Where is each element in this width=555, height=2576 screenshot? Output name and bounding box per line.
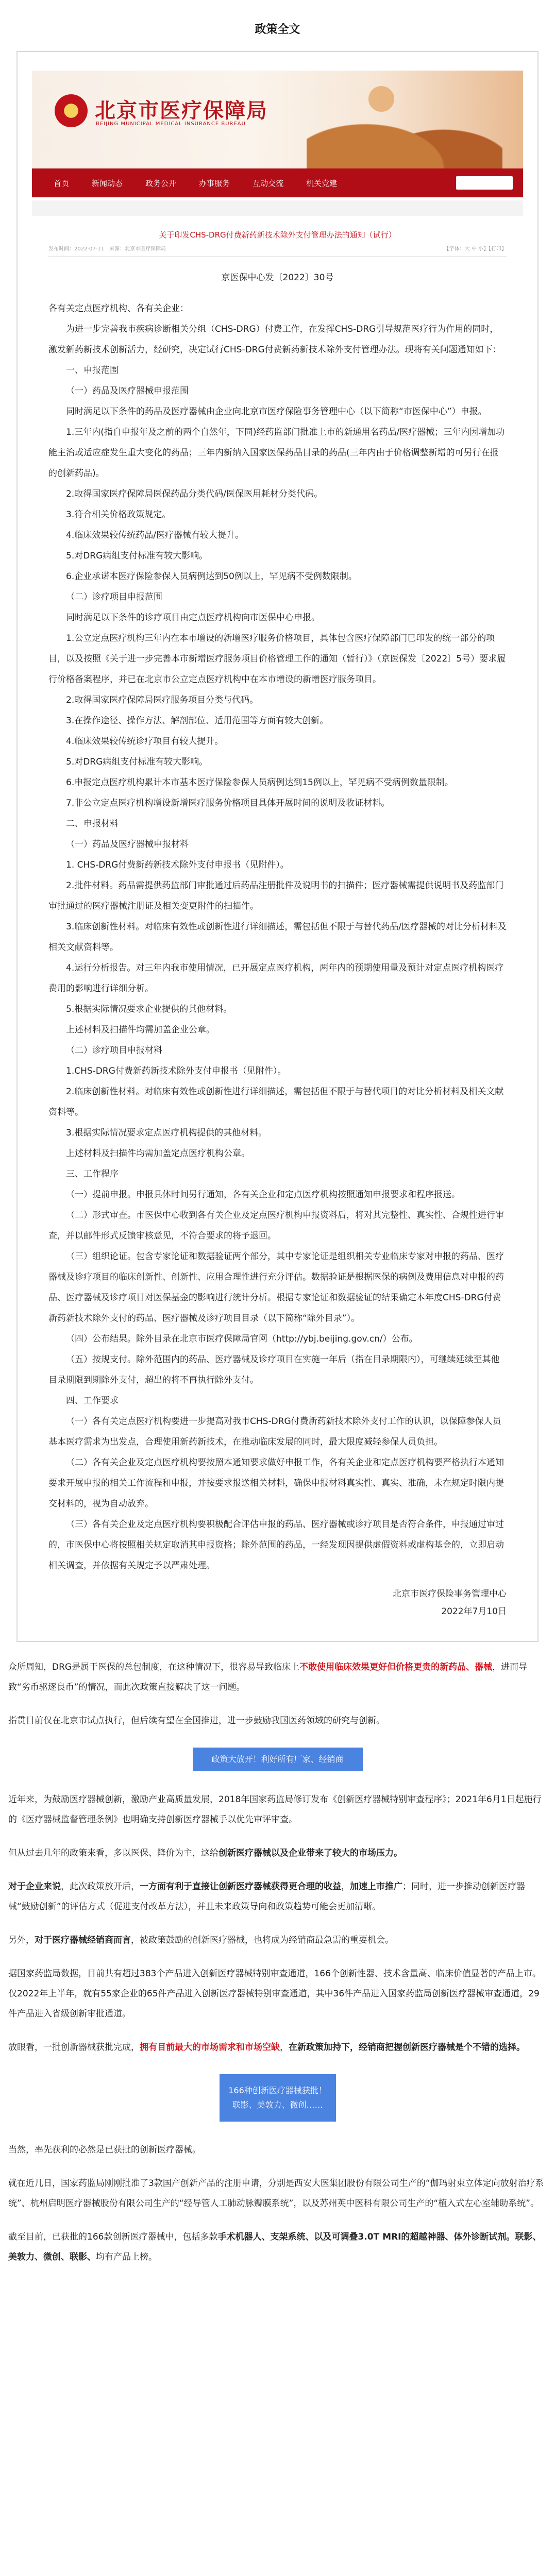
text-segment: 不敢使用临床效果更好但价格更贵的新药品、器械 xyxy=(299,1662,493,1672)
text-segment: 但从过去几年的政策来看，多以医保、降价为主，这给 xyxy=(8,1848,218,1858)
search-input[interactable] xyxy=(456,176,513,190)
article-middle xyxy=(0,1790,555,2058)
document-paragraph: 5.根据实际情况要求企业提供的其他材料。 xyxy=(66,1004,232,1014)
document-paragraph: 二、申报材料 xyxy=(66,819,119,829)
document-paragraph: 各有关定点医疗机构、各有关企业： xyxy=(48,303,189,314)
text-segment: 据国家药监局数据，目前共有超过383个产品进入创新医疗器械特别审查通道，166个创新性器、技术含量高、临床价值显著的产品上市。仅2022年上半年，就有55家企业的65件产品进入创新医疗器械特别审查通道，其中36件产品进入国家药监局创新医疗器械审查通道，29件产品进入省级创新审批通道。 xyxy=(8,1969,541,2019)
document-paragraph: 1.CHS-DRG付费新药新技术除外支付申报书（见附件）。 xyxy=(66,1066,287,1076)
great-wall-decoration xyxy=(307,91,502,168)
document-paragraph: 2.取得国家医疗保障局医疗服务项目分类与代码。 xyxy=(66,695,259,705)
article-conclusion xyxy=(0,2140,555,2267)
document-paragraph: （一）药品及医疗器械申报范围 xyxy=(66,386,189,396)
text-segment: ，被政策鼓励的创新医疗器械，也将成为经销商最急需的重要机会。 xyxy=(131,1935,394,1945)
text-segment: 手术机器人、支架系统、以及可调叠3.0T MRI的超越神器、体外诊断试剂。联影、美敦力、微创、联影、 xyxy=(8,2232,542,2262)
text-segment: 对于医疗器械经销商而言 xyxy=(35,1935,131,1945)
document-paragraph: 1.三年内(指自申报年及之前的两个自然年，下同)经药监部门批准上市的新通用名药品/医疗器械；三年内因增加功能主治或适应症发生重大变化的药品；三年内新纳入国家医保药品目录的药品(三年内由于价格调整新增的可另行在报的创新药品)。 xyxy=(48,427,505,479)
article-paragraph xyxy=(8,1790,547,1830)
breadcrumb-bar xyxy=(32,200,523,216)
document-paragraph: 一、申报范围 xyxy=(66,365,119,376)
text-segment: ， xyxy=(341,1882,350,1892)
document-paragraph: 1.公立定点医疗机构三年内在本市增设的新增医疗服务价格项目，具体包含医疗保障部门已印发的统一部分的项目，以及按照《关于进一步完善本市新增医疗服务项目价格管理工作的通知（暂行）》（京医保发〔2022〕5号）要求履行价格备案程序，并已在北京市公立定点医疗机构中在本市增设的新增医疗服务项目。 xyxy=(48,633,506,685)
notice-meta xyxy=(48,244,507,257)
text-segment: ，进而导致“劣币驱逐良币”的情况，而此次政策直接解决了这一问题。 xyxy=(8,1662,528,1692)
text-segment: 均有产品上榜。 xyxy=(96,2252,157,2262)
document-paragraph: 同时满足以下条件的诊疗项目由定点医疗机构向市医保中心申报。 xyxy=(66,613,320,623)
text-segment: ，此次政策放开后， xyxy=(61,1882,140,1892)
article-paragraph xyxy=(8,1964,547,2024)
bureau-banner xyxy=(32,71,523,168)
document-paragraph: 2.批件材料。药品需提供药监部门审批通过后药品注册批件及说明书的扫描件；医疗器械需提供说明书及药监部门审批通过的医疗器械注册证及相关变更附件的扫描件。 xyxy=(48,880,504,911)
document-paragraph: （二）各有关企业及定点医疗机构要按照本通知要求做好申报工作，各有关企业和定点医疗机构要严格执行本通知要求开展申报的相关工作流程和申报，并按要求报送相关材料，确保申报材料真实性、真实、准确，未在规定时限内提交材料的，视为自动放弃。 xyxy=(48,1458,504,1509)
text-segment: 对于企业来说 xyxy=(8,1882,61,1892)
banner-2-line-2: 联影、美敦力、微创…… xyxy=(232,2100,323,2110)
article-paragraph xyxy=(8,1877,547,1917)
article-intro xyxy=(0,1657,555,1731)
nav-item-affairs[interactable]: 政务公开 xyxy=(145,178,177,188)
text-segment: 当然，率先获利的必然是已获批的创新医疗器械。 xyxy=(8,2145,201,2155)
signature-date: 2022年7月10日 xyxy=(441,1606,507,1617)
document-paragraph: 同时满足以下条件的药品及医疗器械由企业向北京市医疗保险事务管理中心（以下简称“市医保中心”）申报。 xyxy=(66,406,487,417)
text-segment: 在新政策加持下，经销商把握创新医疗器械是个不错的选择。 xyxy=(289,2042,525,2053)
document-paragraph: 三、工作程序 xyxy=(66,1169,119,1179)
notice-title: 关于印发CHS-DRG付费新药新技术除外支付管理办法的通知（试行） xyxy=(159,230,396,240)
document-paragraph: 6.企业承诺本医疗保险参保人员病例达到50例以上，罕见病不受例数限制。 xyxy=(66,571,357,582)
document-paragraph: （四）公布结果。除外目录在北京市医疗保障局官网（http://ybj.beijing.gov.cn/）公布。 xyxy=(66,1334,418,1344)
text-segment: 放眼看，一批创新器械获批完成， xyxy=(8,2042,140,2053)
page-title: 政策全文 xyxy=(255,23,300,36)
nav-item-party[interactable]: 机关党建 xyxy=(306,178,338,188)
document-paragraph: 5.对DRG病组支付标准有较大影响。 xyxy=(66,551,208,561)
article-paragraph xyxy=(8,2038,547,2058)
document-paragraph: 3.临床创新性材料。对临床有效性或创新性进行详细描述，需包括但不限于与替代药品/医疗器械的对比分析材料及相关文献资料等。 xyxy=(48,922,507,953)
document-paragraph: 1. CHS-DRG付费新药新技术除外支付申报书（见附件）。 xyxy=(66,860,289,870)
document-paragraph: 3.符合相关价格政策规定。 xyxy=(66,510,171,520)
document-paragraph: 4.临床效果较传统药品/医疗器械有较大提升。 xyxy=(66,530,244,540)
article-paragraph xyxy=(8,2140,547,2160)
article-paragraph xyxy=(8,1843,547,1863)
text-segment: 近年来，为鼓励医疗器械创新，激励产业高质量发展，2018年国家药监局修订发布《创新医疗器械特别审查程序》；2021年6月1日起施行的《医疗器械监督管理条例》也明确支持创新医疗器械手以优先审评审查。 xyxy=(8,1794,542,1825)
text-segment: ， xyxy=(280,2042,289,2053)
document-paragraph: 3.根据实际情况要求定点医疗机构提供的其他材料。 xyxy=(66,1128,267,1138)
document-paragraph: （三）各有关企业及定点医疗机构要积极配合评估申报的药品、医疗器械或诊疗项目是否符合条件，申报通过审过的，市医保中心将按照相关规定取消其申报资格；除外范围的药品，一经发现因提供虚假资料或虚构基金的，立即启动相关调查，并依据有关规定予以严肃处理。 xyxy=(48,1519,504,1571)
text-segment: 就在近几日，国家药监局刚刚批准了3款国产创新产品的注册申请，分别是西安大医集团股份有限公司生产的“伽玛射束立体定向放射治疗系统”、杭州启明医疗器械股份有限公司生产的“经导管人工肺动脉瓣膜系统”，以及苏州英中医科有限公司生产的“植入式左心室辅助系统”。 xyxy=(8,2178,544,2209)
bureau-nav xyxy=(32,168,523,197)
signature-org: 北京市医疗保险事务管理中心 xyxy=(393,1589,507,1599)
bureau-name: 北京市医疗保障局 xyxy=(95,98,268,123)
document-paragraph: （二）诊疗项目申报材料 xyxy=(66,1045,162,1056)
document-paragraph: 4.临床效果较传统诊疗项目有较大提升。 xyxy=(66,736,224,747)
document-paragraph: （三）组织论证。包含专家论证和数据验证两个部分，其中专家论证是组织相关专业临床专家对申报的药品、医疗器械及诊疗项目的临床创新性、创新性、应用合理性进行充分评估。数据验证是根据医保的病例及费用信息对申报的药品、医疗器械及诊疗项目对医保基金的影响进行统计分析。根据专家论证和数据验证的结果确定本年度CHS-DRG付费新药新技术除外支付的药品、医疗器械及诊疗项目目录（以下简称“除外目录”）。 xyxy=(48,1251,504,1324)
document-paragraph: （一）各有关定点医疗机构要进一步提高对我市CHS-DRG付费新药新技术除外支付工作的认识，以保障参保人员基本医疗需求为出发点，合理使用新药新技术，在推动临床发展的同时，最大限度减轻参保人员负担。 xyxy=(48,1416,501,1447)
article-paragraph xyxy=(8,1711,547,1731)
document-paragraph: （五）按规支付。除外范围内的药品、医疗器械及诊疗项目在实施一年后（指在目录期限内），可继续延续至其他目录期限到期除外支付，超出的将不再执行除外支付。 xyxy=(48,1354,500,1385)
notice-publish-info: 发布时间：2022-07-11 来源：北京市医疗保障局 xyxy=(48,246,166,252)
document-paragraph: （二）诊疗项目申报范围 xyxy=(66,592,162,602)
nav-item-home[interactable]: 首页 xyxy=(54,178,70,188)
text-segment: 拥有目前最大的市场需求和市场空缺 xyxy=(140,2042,280,2053)
text-segment: ；同时，进一步推动创新医疗器械“鼓励创新”的评估方式（促进支付改革方法），并且未来政策导向和政策趋势可能会更加清晰。 xyxy=(8,1882,525,1912)
text-segment: 截至目前，已获批的166款创新医疗器械中，包括多款 xyxy=(8,2232,218,2242)
document-paragraph: 6.申报定点医疗机构累计本市基本医疗保险参保人员病例达到15例以上，罕见病不受病例数量限制。 xyxy=(66,777,453,788)
article-paragraph xyxy=(8,2174,547,2214)
text-segment: 一方面有利于直接让创新医疗器械获得更合理的收益 xyxy=(140,1882,341,1892)
text-segment: 另外， xyxy=(8,1935,35,1945)
document-signature xyxy=(18,1576,537,1620)
nav-item-interaction[interactable]: 互动交流 xyxy=(253,178,284,188)
document-paragraph: 上述材料及扫描件均需加盖定点医疗机构公章。 xyxy=(66,1148,250,1159)
bureau-name-english: BEIJING MUNICIPAL MEDICAL INSURANCE BUREAU xyxy=(96,121,246,127)
section-heading-banner-1: 政策大放开！利好所有厂家、经销商 xyxy=(193,1748,363,1771)
notice-tools[interactable]: 【字体：大 中 小】【打印】 xyxy=(444,246,507,252)
document-paragraph: （二）形式审查。市医保中心收到各有关企业及定点医疗机构申报资料后，将对其完整性、真实性、合规性进行审查，并以邮件形式反馈审核意见，不符合要求的将予退回。 xyxy=(48,1210,504,1241)
section-heading-banner-2 xyxy=(220,2074,336,2122)
document-paragraph: （一）提前申报。申报具体时间另行通知，各有关企业和定点医疗机构按照通知申报要求和程序报送。 xyxy=(66,1190,460,1200)
document-paragraph: 2.临床创新性材料。对临床有效性或创新性进行详细描述，需包括但不限于与替代项目的对比分析材料及相关文献资料等。 xyxy=(48,1087,504,1117)
policy-document-screenshot xyxy=(16,51,539,1642)
text-segment: 指贯目前仅在北京市试点执行，但后续有望在全国推进，进一步鼓励我国医药领域的研究与创新。 xyxy=(8,1716,385,1726)
nav-item-news[interactable]: 新闻动态 xyxy=(92,178,123,188)
document-paragraph: 5.对DRG病组支付标准有较大影响。 xyxy=(66,757,208,767)
document-paragraph: 为进一步完善我市疾病诊断相关分组（CHS-DRG）付费工作，在发挥CHS-DRG引导规范医疗行为作用的同时，激发新药新技术创新活力，经研究，决定试行CHS-DRG付费新药新技术除外支付管理办法。现将有关问题通知如下： xyxy=(48,324,501,355)
article-paragraph xyxy=(8,2227,547,2267)
document-body xyxy=(18,298,537,1576)
text-segment: 创新医疗器械以及企业带来了较大的市场压力。 xyxy=(218,1848,402,1858)
document-paragraph: 四、工作要求 xyxy=(66,1396,119,1406)
article-paragraph xyxy=(8,1930,547,1951)
text-segment: 加速上市推广 xyxy=(350,1882,402,1892)
document-number: 京医保中心发〔2022〕30号 xyxy=(221,273,334,283)
document-paragraph: 上述材料及扫描件均需加盖企业公章。 xyxy=(66,1025,215,1035)
nav-item-services[interactable]: 办事服务 xyxy=(199,178,230,188)
document-paragraph: 7.非公立定点医疗机构增设新增医疗服务价格项目具体开展时间的说明及收证材料。 xyxy=(66,798,390,808)
bureau-emblem-icon xyxy=(55,94,88,127)
text-segment: 众所周知，DRG是属于医保的总包制度，在这种情况下，很容易导致临床上 xyxy=(8,1662,300,1672)
document-paragraph: 4.运行分析报告。对三年内我市使用情况，已开展定点医疗机构，两年内的预期使用量及预计对定点医疗机构医疗费用的影响进行详细分析。 xyxy=(48,963,504,994)
document-paragraph: （一）药品及医疗器械申报材料 xyxy=(66,839,189,850)
document-paragraph: 2.取得国家医疗保障局医保药品分类代码/医保医用耗材分类代码。 xyxy=(66,489,323,499)
banner-2-line-1: 166种创新医疗器械获批！ xyxy=(228,2086,327,2095)
article-paragraph xyxy=(8,1657,547,1698)
document-paragraph: 3.在操作途径、操作方法、解剖部位、适用范围等方面有较大创新。 xyxy=(66,716,329,726)
